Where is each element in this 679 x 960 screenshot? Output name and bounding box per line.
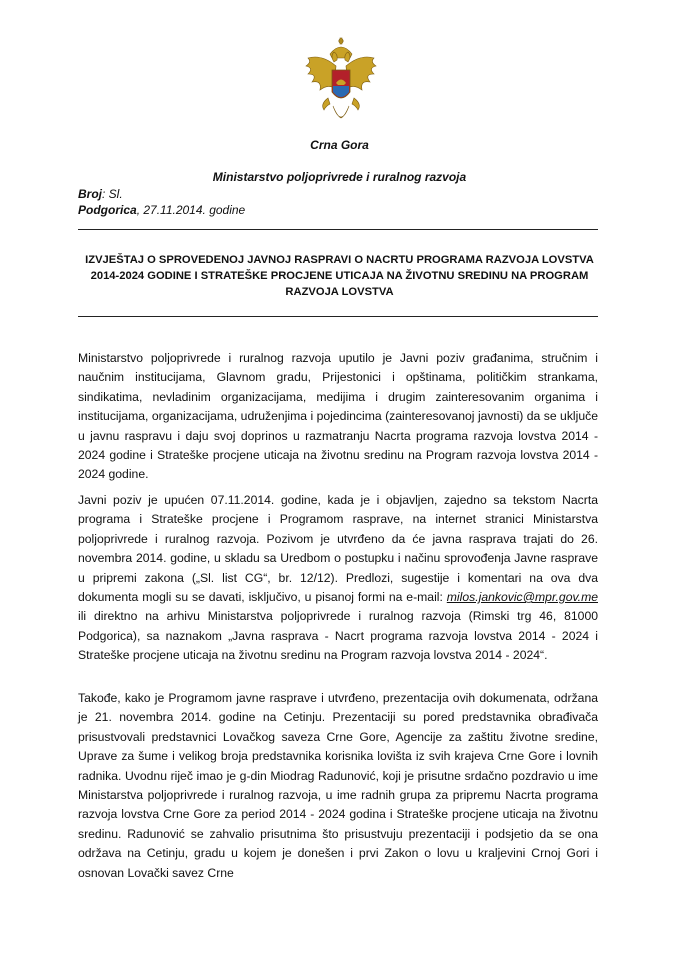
divider-top — [78, 229, 598, 230]
paragraph-3: Takođe, kako je Programom javne rasprave i utvrđeno, prezentacija ovih dokumenata, održana je 21. novembra 2014. godine na Cetinju. Prezentaciji su pored predstavnika obrađivača prisustvovali predstavnici Lovačkog saveza Crne Gore, Agencije za zaštitu životne sredine, Uprave za šume i velikog broja predstavnika korisnika lovišta iz svih krajeva Crne Gore i lovnih radnika. Uvodnu riječ imao je g-din Miodrag Radunović, koji je prisutne srdačno pozdravio u ime Ministarstva poljoprivrede i ruralnog razvoja, u ime radnih grupa za pripremu Nacrta programa razvoja lovstva Crne Gore za period 2014 - 2024 godina i Strateške procjene uticaja na životnu sredinu. Radunović se zahvalio prisutnima što prisustvuju prezentaciji i podsjetio da se ona održava na Cetinju, gradu u kojem je donešen i prvi Zakon o lovu u kraljevini Crnoj Gori i osnovan Lovački savez Crne — [78, 691, 598, 880]
paragraph-1: Ministarstvo poljoprivrede i ruralnog razvoja uputilo je Javni poziv građanima, stručnim i naučnim institucijama, Glavnom gradu, Prijestonici i opštinama, političkim strankama, sindikatima, nevladinim organizacijama, medijima i drugim zainteresovanim organima i institucijama, organizacijama, udruženjima i pojedincima (zainteresovanoj javnosti) da se uključe u javnu raspravu i daju svoj doprinos u razmatranju Nacrta programa razvoja lovstva 2014 - 2024 godine i Strateške procjene uticaja na životnu sredinu na Program razvoja lovstva 2014 - 2024 godine. — [78, 351, 598, 482]
place-label: Podgorica — [78, 203, 137, 217]
country-name: Crna Gora — [310, 138, 369, 152]
email-link[interactable]: milos.jankovic@mpr.gov.me — [446, 590, 598, 605]
coat-of-arms-icon — [300, 36, 382, 134]
document-date — [78, 203, 245, 217]
paragraph-2-text-a: Javni poziv je upućen 07.11.2014. godine, kada je i objavljen, zajedno sa tekstom Nacrta programa i Strateške procjene i Programom rasprave, na internet stranici Ministarstva poljoprivrede i ruralnog razvoja. Pozivom je utvrđeno da će javna rasprava trajati do 26. novembra 2014. godine, u skladu sa Uredbom o postupku i načinu sprovođenja Javne rasprave u pripremi zakona („Sl. list CG“, br. 12/12). Predlozi, sugestije i komentari na ova dva dokumenta mogli su se davati, isključivo, u pisanoj formi na e-mail: — [78, 493, 598, 605]
document-title: IZVJEŠTAJ O SPROVEDENOJ JAVNOJ RASPRAVI O NACRTU PROGRAMA RAZVOJA LOVSTVA 2014-2024 GODINE I STRATEŠKE PROCJENE UTICAJA NA ŽIVOTNU SREDINU NA PROGRAM RAZVOJA LOVSTVA — [85, 254, 594, 298]
divider-bottom — [78, 316, 598, 317]
number-label: Broj — [78, 187, 102, 201]
number-value: : Sl. — [102, 187, 123, 201]
paragraph-2 — [78, 491, 598, 666]
ministry-name: Ministarstvo poljoprivrede i ruralnog razvoja — [212, 170, 467, 184]
date-value: , 27.11.2014. godine — [136, 203, 246, 217]
paragraph-2-text-b: ili direktno na arhivu Ministarstva poljoprivrede i ruralnog razvoja (Rimski trg 46, 81000 Podgorica), sa naznakom „Javna rasprava - Nacrt programa razvoja lovstva 2014 - 2024 i Strateške procjene uticaja na životnu sredinu na Program razvoja lovstva 2014 - 2024“. — [78, 609, 598, 663]
document-number — [78, 187, 123, 201]
